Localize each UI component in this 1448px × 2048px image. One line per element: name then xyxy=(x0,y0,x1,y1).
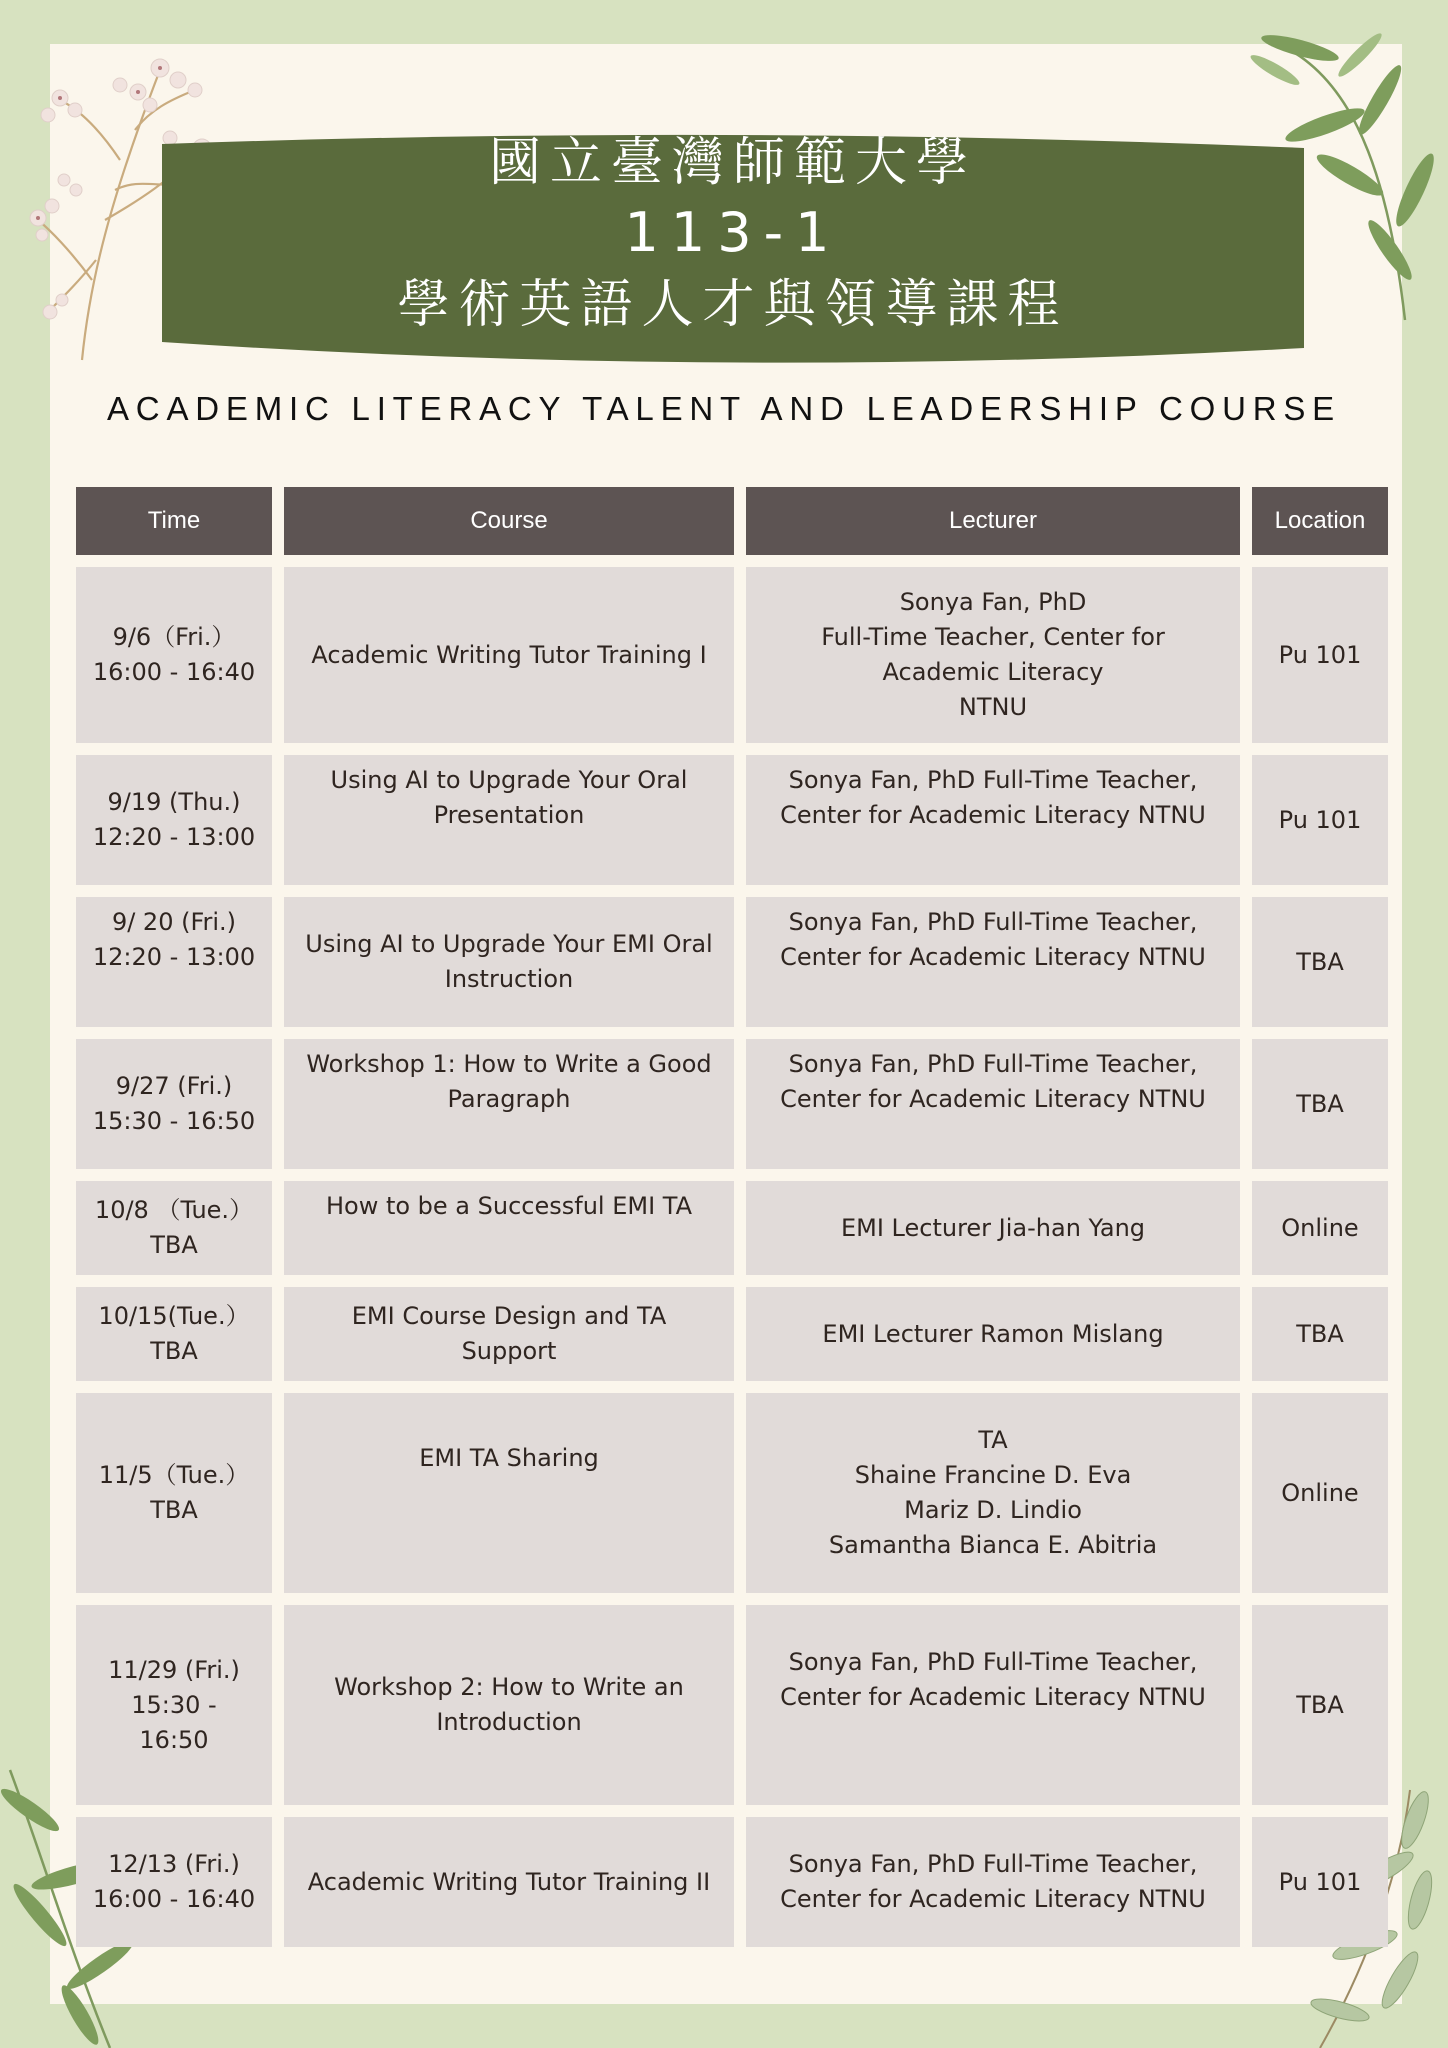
course-cell: Academic Writing Tutor Training I xyxy=(284,567,734,743)
university-name: 國立臺灣師範大學 xyxy=(488,133,977,193)
course-cell: EMI Course Design and TA Support xyxy=(284,1287,734,1381)
lecturer-cell: EMI Lecturer Jia-han Yang xyxy=(746,1181,1240,1275)
location-cell: Pu 101 xyxy=(1252,755,1388,885)
location-cell: TBA xyxy=(1252,1287,1388,1381)
table-header-row xyxy=(76,487,1388,555)
location-cell: Pu 101 xyxy=(1252,1817,1388,1947)
lecturer-cell: EMI Lecturer Ramon Mislang xyxy=(746,1287,1240,1381)
table-row xyxy=(76,567,1388,743)
table-row xyxy=(76,755,1388,885)
location-cell: TBA xyxy=(1252,1605,1388,1805)
time-cell: 9/6（Fri.） 16:00 - 16:40 xyxy=(76,567,272,743)
table-row xyxy=(76,1817,1388,1947)
lecturer-cell: Sonya Fan, PhD Full-Time Teacher, Center for Academic Literacy NTNU xyxy=(746,1817,1240,1947)
time-cell: 10/8 （Tue.） TBA xyxy=(76,1181,272,1275)
column-header-time: Time xyxy=(76,487,272,555)
time-cell: 9/27 (Fri.) 15:30 - 16:50 xyxy=(76,1039,272,1169)
location-cell: Online xyxy=(1252,1393,1388,1593)
time-cell: 11/5（Tue.） TBA xyxy=(76,1393,272,1593)
column-header-location: Location xyxy=(1252,487,1388,555)
table-row xyxy=(76,897,1388,1027)
location-cell: Online xyxy=(1252,1181,1388,1275)
table-row xyxy=(76,1605,1388,1805)
lecturer-cell: Sonya Fan, PhD Full-Time Teacher, Center for Academic Literacy NTNU xyxy=(746,567,1240,743)
lecturer-cell: TA Shaine Francine D. Eva Mariz D. Lindio Samantha Bianca E. Abitria xyxy=(746,1393,1240,1593)
program-name: 學術英語人才與領導課程 xyxy=(397,275,1069,335)
course-cell: How to be a Successful EMI TA xyxy=(284,1181,734,1275)
lecturer-cell: Sonya Fan, PhD Full-Time Teacher, Center for Academic Literacy NTNU xyxy=(746,755,1240,885)
table-row xyxy=(76,1181,1388,1275)
course-cell: Using AI to Upgrade Your Oral Presentation xyxy=(284,755,734,885)
table-row xyxy=(76,1393,1388,1593)
course-cell: EMI TA Sharing xyxy=(284,1393,734,1593)
lecturer-cell: Sonya Fan, PhD Full-Time Teacher, Center for Academic Literacy NTNU xyxy=(746,897,1240,1027)
time-cell: 9/19 (Thu.) 12:20 - 13:00 xyxy=(76,755,272,885)
course-schedule-table xyxy=(64,475,1400,1959)
location-cell: TBA xyxy=(1252,897,1388,1027)
location-cell: TBA xyxy=(1252,1039,1388,1169)
course-cell: Workshop 1: How to Write a Good Paragraph xyxy=(284,1039,734,1169)
table-row xyxy=(76,1039,1388,1169)
column-header-lecturer: Lecturer xyxy=(746,487,1240,555)
banner-title xyxy=(162,124,1304,342)
column-header-course: Course xyxy=(284,487,734,555)
location-cell: Pu 101 xyxy=(1252,567,1388,743)
lecturer-cell: Sonya Fan, PhD Full-Time Teacher, Center for Academic Literacy NTNU xyxy=(746,1039,1240,1169)
english-subtitle: ACADEMIC LITERACY TALENT AND LEADERSHIP COURSE xyxy=(107,390,1341,427)
time-cell: 10/15(Tue.） TBA xyxy=(76,1287,272,1381)
lecturer-cell: Sonya Fan, PhD Full-Time Teacher, Center for Academic Literacy NTNU xyxy=(746,1605,1240,1805)
time-cell: 11/29 (Fri.) 15:30 - 16:50 xyxy=(76,1605,272,1805)
course-cell: Using AI to Upgrade Your EMI Oral Instruction xyxy=(284,897,734,1027)
course-cell: Academic Writing Tutor Training II xyxy=(284,1817,734,1947)
course-cell: Workshop 2: How to Write an Introduction xyxy=(284,1605,734,1805)
time-cell: 12/13 (Fri.) 16:00 - 16:40 xyxy=(76,1817,272,1947)
time-cell: 9/ 20 (Fri.) 12:20 - 13:00 xyxy=(76,897,272,1027)
table-row xyxy=(76,1287,1388,1381)
semester-code: 113-1 xyxy=(624,201,842,264)
